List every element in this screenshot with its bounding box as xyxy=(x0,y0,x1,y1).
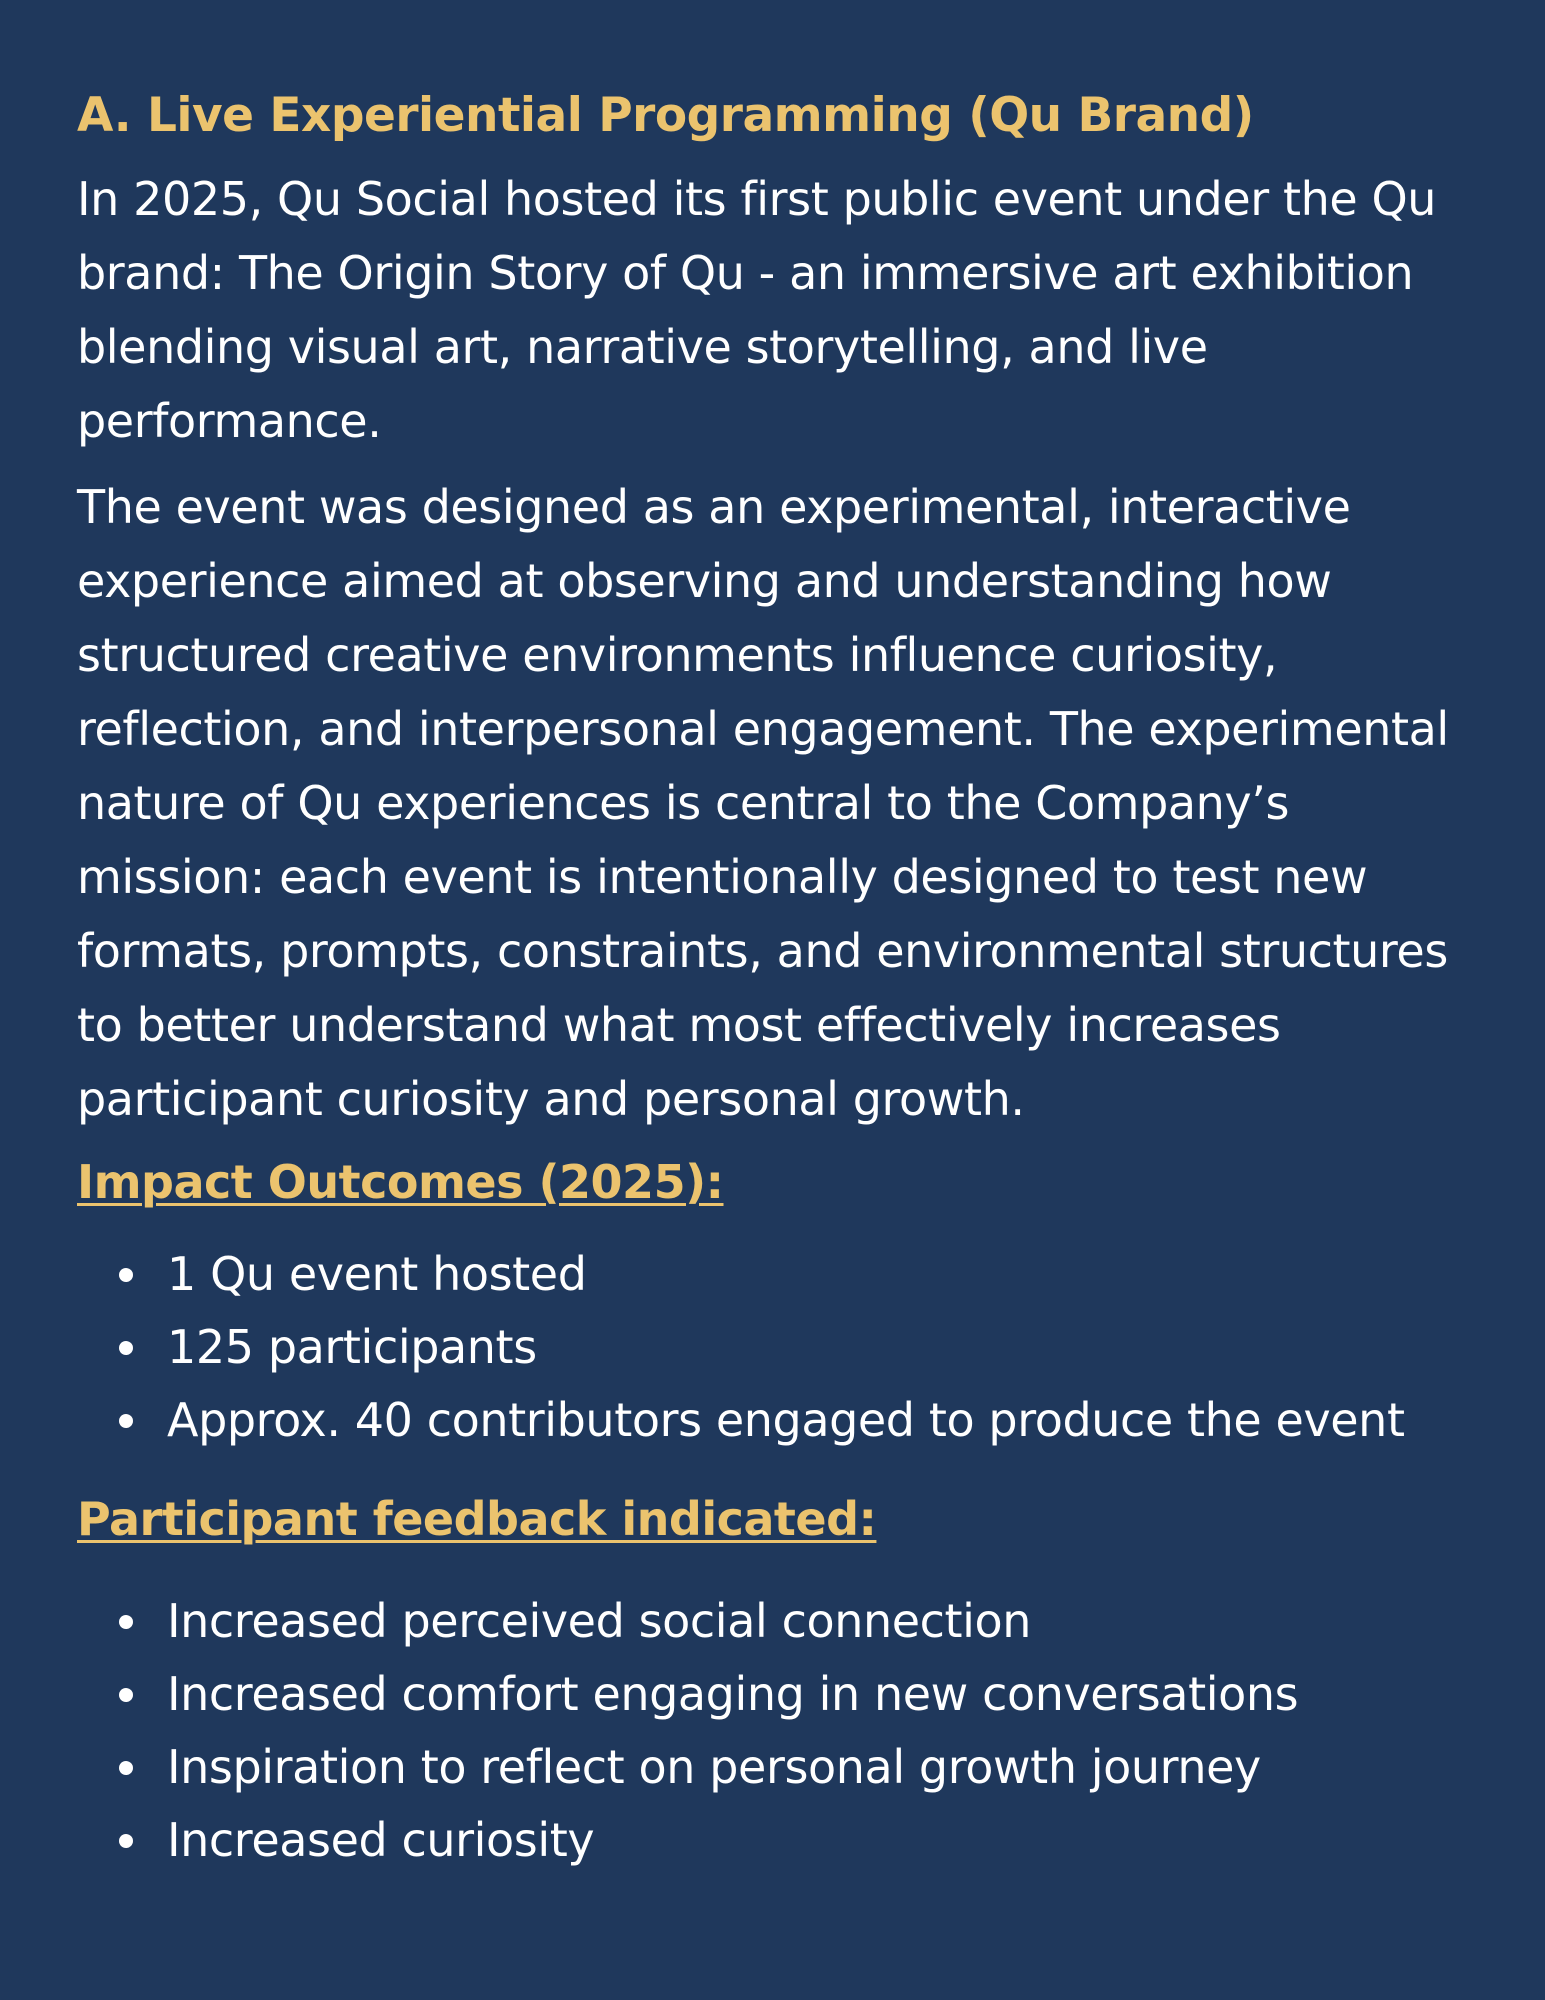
list-item-text: Inspiration to reflect on personal growth journey xyxy=(167,1740,1261,1794)
impact-outcomes-list xyxy=(77,1238,1475,1457)
bullet-icon xyxy=(119,1761,133,1775)
bullet-icon xyxy=(119,1688,133,1702)
list-item xyxy=(117,1731,1475,1804)
bullet-icon xyxy=(119,1615,133,1629)
list-item xyxy=(117,1384,1475,1457)
list-item xyxy=(117,1804,1475,1877)
list-item xyxy=(117,1658,1475,1731)
list-item xyxy=(117,1311,1475,1384)
intro-paragraph: In 2025, Qu Social hosted its first public event under the Qu brand: The Origin Story of Qu - an immersive art exhibition blending visual art, narrative storytelling, and live performance. xyxy=(77,172,1437,448)
list-item-text: Increased perceived social connection xyxy=(167,1594,1032,1648)
bullet-icon xyxy=(119,1341,133,1355)
description-paragraph: The event was designed as an experimental, interactive experience aimed at observing and understanding how structured creative environments influence curiosity, reflection, and interpersonal engagement. The experimental nature of Qu experiences is central to the Company’s mission: each event is intentionally designed to test new formats, prompts, constraints, and environmental structures to better understand what most effectively increases participant curiosity and personal growth. xyxy=(77,480,1449,1126)
section-heading: A. Live Experiential Programming (Qu Brand) xyxy=(77,88,1254,143)
participant-feedback-list xyxy=(77,1585,1475,1877)
list-item xyxy=(117,1238,1475,1311)
bullet-icon xyxy=(119,1834,133,1848)
list-item-text: 125 participants xyxy=(167,1320,537,1374)
list-item-text: Increased curiosity xyxy=(167,1813,595,1867)
bullet-icon xyxy=(119,1414,133,1428)
list-item-text: 1 Qu event hosted xyxy=(167,1247,587,1301)
impact-outcomes-heading: Impact Outcomes (2025): xyxy=(77,1155,724,1209)
list-item-text: Increased comfort engaging in new conversations xyxy=(167,1667,1299,1721)
list-item xyxy=(117,1585,1475,1658)
bullet-icon xyxy=(119,1268,133,1282)
participant-feedback-heading: Participant feedback indicated: xyxy=(77,1492,877,1546)
list-item-text: Approx. 40 contributors engaged to produce the event xyxy=(167,1393,1405,1447)
